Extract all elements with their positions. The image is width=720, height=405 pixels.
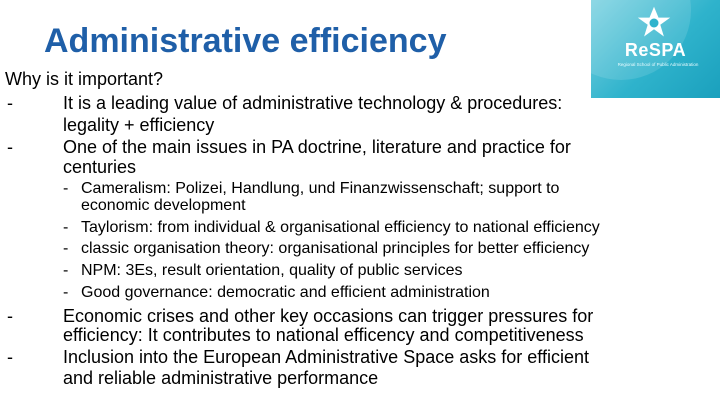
sub-bullet-dash: - <box>63 240 69 257</box>
sub-bullet-dash: - <box>63 180 69 197</box>
slide-title: Administrative efficiency <box>44 22 447 60</box>
sub-bullet-dash: - <box>63 219 69 236</box>
bullet-dash: - <box>7 137 13 157</box>
point-line: efficiency: It contributes to national efficency and competitiveness <box>63 325 584 345</box>
logo-name: ReSPA <box>624 40 687 60</box>
point-line: One of the main issues in PA doctrine, literature and practice for <box>63 137 571 157</box>
bullet-dash: - <box>7 306 13 326</box>
subpoint-line: Cameralism: Polizei, Handlung, und Finanzwissenschaft; support to <box>81 180 560 197</box>
point-line: Inclusion into the European Administrative Space asks for efficient <box>63 347 589 367</box>
bullet-dash: - <box>7 347 13 367</box>
bullet-dash: - <box>7 93 13 113</box>
point-line: legality + efficiency <box>63 115 215 135</box>
subpoint-line: classic organisation theory: organisational principles for better efficiency <box>81 240 590 257</box>
subpoint-line: Taylorism: from individual & organisational efficiency to national efficiency <box>81 219 600 236</box>
subpoint-line: Good governance: democratic and efficient administration <box>81 284 490 301</box>
point-line: and reliable administrative performance <box>63 368 379 388</box>
intro-text: Why is it important? <box>5 69 164 89</box>
point-line: Economic crises and other key occasions can trigger pressures for <box>63 306 594 326</box>
sub-bullet-dash: - <box>63 262 69 279</box>
point-line: It is a leading value of administrative technology & procedures: <box>63 93 563 113</box>
sub-bullet-dash: - <box>63 284 69 301</box>
point-line: centuries <box>63 157 137 177</box>
subpoint-line: NPM: 3Es, result orientation, quality of public services <box>81 262 463 279</box>
logo-subtitle: Regional School of Public Administration <box>617 62 699 67</box>
subpoint-line: economic development <box>81 197 246 214</box>
